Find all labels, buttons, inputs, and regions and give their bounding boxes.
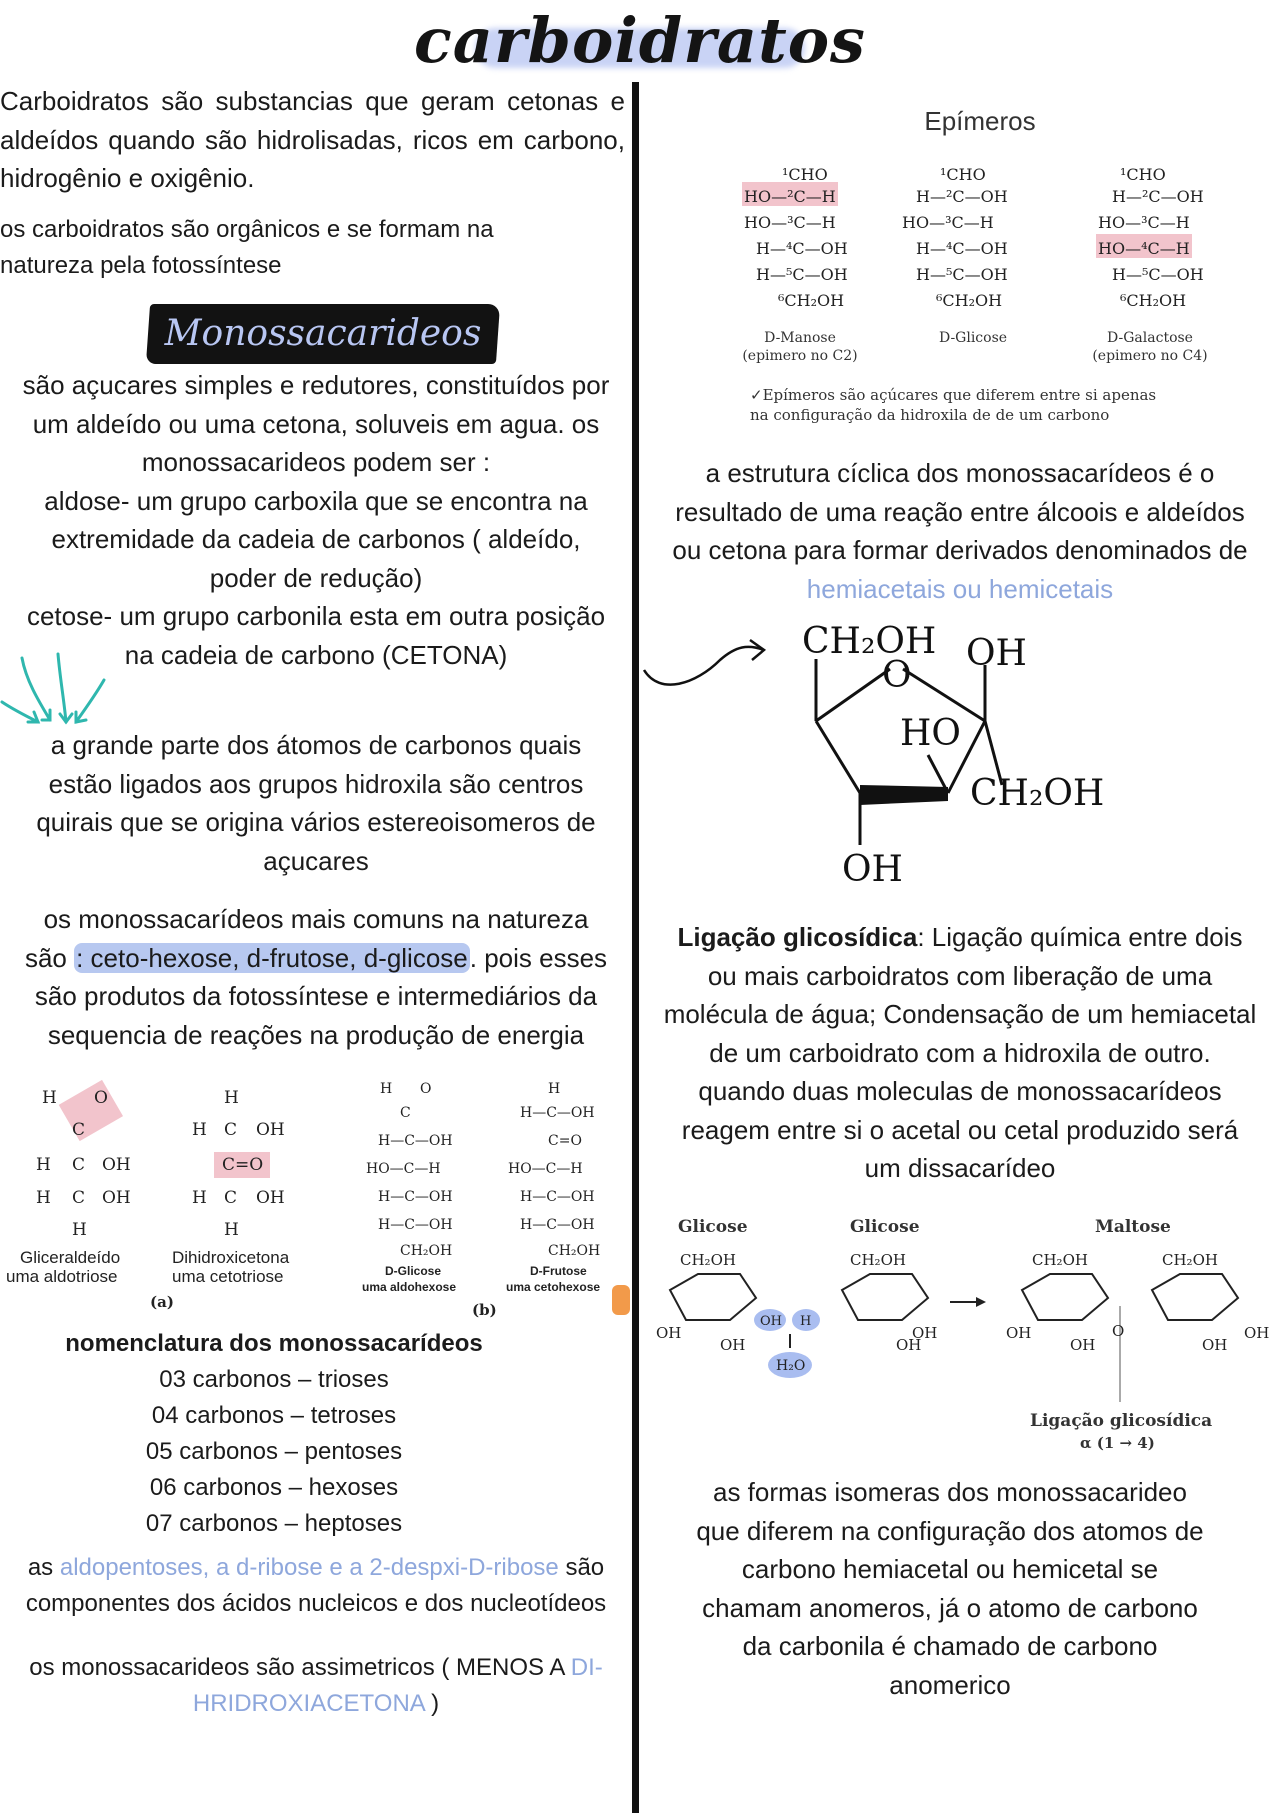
cetohexose-label: uma cetohexose	[506, 1280, 601, 1294]
svg-text:H: H	[224, 1220, 239, 1240]
glicose-label: Glicose	[850, 1217, 920, 1237]
svg-text:C=O: C=O	[222, 1155, 264, 1175]
manose-label: D-Manose	[764, 330, 836, 346]
svg-text:OH: OH	[912, 1324, 938, 1342]
svg-text:H—C—OH: H—C—OH	[378, 1189, 453, 1205]
svg-text:HO—³C—H: HO—³C—H	[1098, 213, 1190, 232]
text-line: de um carboidrato com a hidroxila de outro.	[709, 1037, 1211, 1068]
glucose-ring	[670, 1274, 756, 1320]
svg-text:OH: OH	[256, 1120, 285, 1140]
list-item: 07 carbonos – heptoses	[145, 1510, 403, 1537]
svg-text:H: H	[192, 1120, 207, 1140]
svg-text:H—²C—OH: H—²C—OH	[1112, 187, 1204, 206]
text-line: ou cetona para formar derivados denominados de	[672, 535, 1248, 565]
svg-text:⁶CH₂OH: ⁶CH₂OH	[1120, 291, 1187, 310]
svg-text:CH₂OH: CH₂OH	[548, 1243, 601, 1259]
intro-paragraph: Carboidratos são substancias que geram cetonas e aldeídos quando são hidrolisadas, ricos em carbono, hidrogênio e oxigênio.	[0, 86, 625, 193]
ring-wedge	[860, 785, 948, 805]
nomenclatura-title: nomenclatura dos monossacarídeos	[65, 1330, 483, 1357]
svg-text:C: C	[224, 1188, 238, 1208]
text-line: ou mais carboidratos com liberação de uma	[707, 960, 1213, 991]
svg-text:OH: OH	[1202, 1336, 1228, 1354]
orange-tab-icon	[612, 1285, 630, 1315]
monosaccharide-structures-figure	[0, 1075, 632, 1325]
text-line: resultado de uma reação entre álcoois e aldeídos	[675, 496, 1245, 527]
text-line: carbono hemiacetal ou hemicetal se	[741, 1554, 1159, 1584]
svg-text:H: H	[548, 1081, 561, 1097]
text-line: na cadeia de carbono (CETONA)	[124, 639, 508, 670]
text-fragment: as	[27, 1554, 60, 1581]
blue-text: HRIDROXIACETONA	[192, 1690, 425, 1717]
svg-text:H—⁵C—OH: H—⁵C—OH	[916, 265, 1008, 284]
highlighted-sugars: : ceto-hexose, d-frutose, d-glicose	[76, 942, 468, 973]
svg-text:H: H	[192, 1188, 207, 1208]
monossacarideos-definition	[0, 366, 632, 674]
furanose-ring-structure	[780, 615, 1110, 895]
text-line: sequencia de reações na produção de energia	[47, 1019, 585, 1050]
common-monosaccharides-paragraph	[0, 900, 632, 1054]
svg-text:OH: OH	[760, 1314, 782, 1329]
svg-text:H: H	[224, 1088, 239, 1108]
svg-text:H—⁴C—OH: H—⁴C—OH	[756, 239, 848, 258]
svg-text:C=O: C=O	[548, 1133, 582, 1149]
epimeros-figure	[720, 100, 1240, 440]
page-title: carboidratos	[414, 4, 866, 77]
bold-term: Ligação glicosídica	[677, 922, 918, 952]
blue-text: aldopentoses, a d-ribose e a 2-despxi-D-ribose	[59, 1554, 559, 1581]
text-fragment: . pois esses	[469, 942, 608, 973]
svg-text:H: H	[800, 1314, 812, 1329]
svg-text:OH: OH	[720, 1336, 746, 1354]
manose-sub-label: (epimero no C2)	[742, 348, 858, 364]
svg-text:O: O	[1112, 1322, 1125, 1340]
glicose-label: D-Glicose	[938, 330, 1008, 346]
svg-text:OH: OH	[896, 1336, 922, 1354]
oh-label: OH	[842, 849, 903, 890]
svg-text:CH₂OH: CH₂OH	[400, 1243, 453, 1259]
nomenclatura-list	[0, 1326, 548, 1542]
text-line	[640, 918, 1280, 957]
list-item: 05 carbonos – pentoses	[145, 1438, 403, 1465]
svg-text:C: C	[72, 1188, 86, 1208]
svg-text:OH: OH	[1070, 1336, 1096, 1354]
svg-text:⁶CH₂OH: ⁶CH₂OH	[778, 291, 845, 310]
curved-arrow-icon	[640, 630, 770, 690]
text-line: quando duas moleculas de monossacarídeos	[698, 1076, 1222, 1106]
svg-text:H—⁴C—OH: H—⁴C—OH	[916, 239, 1008, 258]
epimeros-note: na configuração da hidroxila de de um carbono	[750, 406, 1110, 424]
text-line: anomerico	[889, 1669, 1011, 1700]
text-line: quirais que se origina vários estereoisomeros de	[36, 807, 596, 837]
text-line: componentes dos ácidos nucleicos e dos nucleotídeos	[25, 1590, 607, 1617]
cetotriose-label: uma cetotriose	[172, 1267, 284, 1286]
svg-text:HO—C—H: HO—C—H	[508, 1161, 583, 1177]
dfrutose-label: D-Frutose	[530, 1264, 587, 1278]
text-line: monossacarideos podem ser :	[141, 447, 491, 477]
text-fragment: os monossacarideos são assimetricos ( MENOS A	[29, 1654, 571, 1681]
glucose-ring	[842, 1274, 928, 1320]
maltose-label: Maltose	[1095, 1217, 1171, 1237]
label-b: (b)	[472, 1301, 497, 1319]
glycosidic-bond-label: Ligação glicosídica	[1030, 1411, 1213, 1431]
svg-text:¹CHO: ¹CHO	[940, 165, 986, 184]
alpha-bond-label: α (1 → 4)	[1080, 1434, 1155, 1452]
glucose-ring	[1022, 1274, 1108, 1320]
svg-text:HO—⁴C—H: HO—⁴C—H	[1098, 239, 1190, 258]
svg-text:C: C	[72, 1120, 86, 1140]
svg-text:HO—C—H: HO—C—H	[366, 1161, 441, 1177]
svg-text:¹CHO: ¹CHO	[782, 165, 828, 184]
svg-text:O: O	[420, 1081, 432, 1097]
text-line: extremidade da cadeia de carbonos ( aldeído,	[51, 524, 581, 554]
svg-text:H: H	[36, 1188, 51, 1208]
text-line: um dissacarídeo	[864, 1153, 1056, 1183]
label-a: (a)	[150, 1293, 174, 1311]
text-line: são produtos da fotossíntese e intermediários da	[34, 981, 598, 1011]
text-line: cetose- um grupo carbonila esta em outra posição	[26, 601, 606, 631]
svg-text:C: C	[72, 1155, 86, 1175]
nucleic-paragraph	[0, 1550, 632, 1622]
text-fragment: )	[424, 1690, 440, 1717]
svg-text:H: H	[42, 1088, 57, 1108]
svg-text:H—²C—OH: H—²C—OH	[916, 187, 1008, 206]
ligacao-paragraph	[640, 918, 1280, 1188]
text-line: a estrutura cíclica dos monossacarídeos é o	[705, 458, 1215, 488]
ring-oxygen-label: O	[882, 655, 912, 696]
pink-highlight-box	[59, 1080, 123, 1141]
svg-text:OH: OH	[1006, 1324, 1032, 1342]
text-line: hemiacetais ou hemicetais	[806, 573, 1114, 604]
svg-text:¹CHO: ¹CHO	[1120, 165, 1166, 184]
svg-text:H—C—OH: H—C—OH	[520, 1105, 595, 1121]
text-fragment: são	[24, 942, 67, 973]
assimetricos-paragraph	[0, 1650, 632, 1722]
section-banner-title: Monossacarideos	[164, 313, 482, 354]
list-item: 04 carbonos – tetroses	[151, 1402, 397, 1429]
text-line: que diferem na configuração dos atomos de	[696, 1515, 1204, 1546]
gliceraldeido-label: Gliceraldeído	[20, 1248, 121, 1267]
svg-text:OH: OH	[1244, 1324, 1270, 1342]
svg-text:O: O	[94, 1088, 108, 1108]
ciclica-paragraph	[640, 454, 1280, 608]
text-line	[0, 1650, 632, 1686]
text-line	[0, 1686, 632, 1722]
galactose-sub-label: (epimero no C4)	[1092, 348, 1208, 364]
list-item: 03 carbonos – trioses	[159, 1366, 389, 1393]
svg-text:H: H	[380, 1081, 393, 1097]
svg-text:H—C—OH: H—C—OH	[378, 1133, 453, 1149]
dglicose-label: D-Glicose	[385, 1264, 442, 1278]
aldotriose-label: uma aldotriose	[6, 1267, 118, 1286]
epimeros-note: ✓Epímeros são açúcares que diferem entre si apenas	[750, 386, 1157, 404]
epimeros-title: Epímeros	[924, 106, 1036, 136]
water-label: H₂O	[776, 1358, 806, 1374]
oh-label: OH	[966, 633, 1027, 674]
text-line: um aldeído ou uma cetona, soluveis em agua. os	[32, 408, 600, 439]
photosynthesis-paragraph: os carboidratos são orgânicos e se formam na natureza pela fotossíntese	[0, 216, 494, 279]
text-line: reagem entre si o acetal ou cetal produzido será	[681, 1114, 1239, 1145]
list-item: 06 carbonos – hexoses	[149, 1474, 399, 1501]
svg-text:HO—³C—H: HO—³C—H	[744, 213, 836, 232]
svg-text:C: C	[400, 1105, 411, 1121]
text-line: os monossacarídeos mais comuns na natureza	[43, 904, 589, 934]
svg-text:CH₂OH: CH₂OH	[1162, 1251, 1218, 1269]
text-line: açucares	[263, 845, 369, 876]
svg-text:H—C—OH: H—C—OH	[520, 1217, 595, 1233]
svg-text:OH: OH	[102, 1155, 131, 1175]
text-line: a grande parte dos átomos de carbonos quais	[50, 730, 582, 760]
text-line	[0, 939, 632, 978]
text-fragment: são	[558, 1554, 605, 1581]
text-line: molécula de água; Condensação de um hemiacetal	[663, 999, 1257, 1029]
text-line: poder de redução)	[209, 562, 423, 593]
galactose-label: D-Galactose	[1107, 330, 1193, 346]
text-line: estão ligados aos grupos hidroxila são centros	[48, 768, 584, 799]
anomeros-paragraph	[640, 1473, 1260, 1704]
svg-text:H—C—OH: H—C—OH	[520, 1189, 595, 1205]
column-divider	[632, 82, 639, 1813]
svg-text:CH₂OH: CH₂OH	[1032, 1251, 1088, 1269]
svg-text:⁶CH₂OH: ⁶CH₂OH	[936, 291, 1003, 310]
text-line: as formas isomeras dos monossacarideo	[713, 1477, 1187, 1507]
svg-text:H—⁵C—OH: H—⁵C—OH	[1112, 265, 1204, 284]
text-line: aldose- um grupo carboxila que se encontra na	[44, 485, 588, 516]
svg-text:OH: OH	[256, 1188, 285, 1208]
text-line: chamam anomeros, já o atomo de carbono	[702, 1592, 1198, 1623]
svg-text:HO—²C—H: HO—²C—H	[744, 187, 836, 206]
dihidroxicetona-label: Dihidroxicetona	[172, 1248, 290, 1267]
aldohexose-label: uma aldohexose	[362, 1280, 457, 1294]
svg-text:OH: OH	[102, 1188, 131, 1208]
svg-text:OH: OH	[656, 1324, 682, 1342]
maltose-formation-figure	[650, 1210, 1280, 1460]
text-line: da carbonila é chamado de carbono	[742, 1631, 1158, 1661]
svg-text:CH₂OH: CH₂OH	[850, 1251, 906, 1269]
teal-arrows-icon	[0, 650, 120, 730]
svg-text:C: C	[224, 1120, 238, 1140]
text-line	[0, 1550, 632, 1586]
ch2oh-label: CH₂OH	[802, 621, 937, 662]
blue-text: DI-	[570, 1654, 603, 1681]
svg-text:H: H	[72, 1220, 87, 1240]
svg-text:CH₂OH: CH₂OH	[680, 1251, 736, 1269]
ho-label: HO	[900, 713, 961, 754]
svg-text:H: H	[36, 1155, 51, 1175]
svg-text:H—C—OH: H—C—OH	[378, 1217, 453, 1233]
svg-text:HO—³C—H: HO—³C—H	[902, 213, 994, 232]
text-line: são açucares simples e redutores, constituídos por	[22, 370, 610, 400]
text-fragment: : Ligação química entre dois	[917, 922, 1243, 952]
ch2oh-label: CH₂OH	[970, 773, 1105, 814]
svg-text:H—⁵C—OH: H—⁵C—OH	[756, 265, 848, 284]
glucose-ring	[1152, 1274, 1238, 1320]
quirais-paragraph	[0, 726, 632, 880]
glicose-label: Glicose	[678, 1217, 748, 1237]
